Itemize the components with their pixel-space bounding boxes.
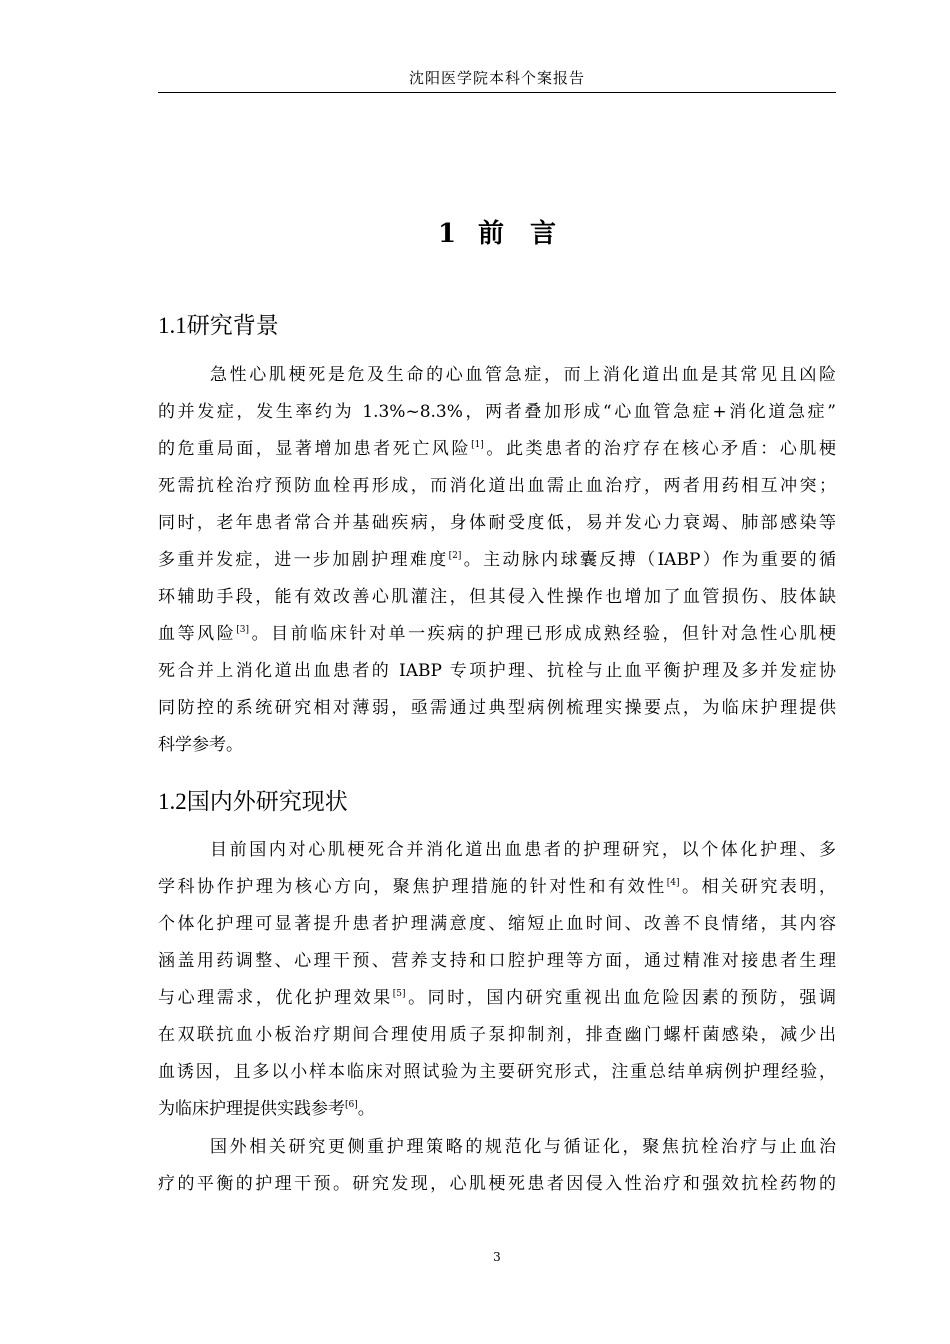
text-run: 血等风险 xyxy=(158,624,237,644)
paragraph-background xyxy=(158,357,836,764)
paragraph-line: 科学参考。 xyxy=(158,735,243,755)
citation-ref: [5] xyxy=(392,989,406,999)
paragraph-line: 的并发症，发生率约为 1.3%~8.3%，两者叠加形成“心血管急症+消化道急症” xyxy=(158,402,836,422)
text-run: 多重并发症，进一步加剧护理难度 xyxy=(158,550,449,570)
paragraph-domestic-status xyxy=(158,832,836,1128)
running-header: 沈阳医学院本科个案报告 xyxy=(408,69,585,87)
text-run: 。主动脉内球囊反搏（IABP）作为重要的循 xyxy=(461,550,836,570)
paragraph-line: 国外相关研究更侧重护理策略的规范化与循证化，聚焦抗栓治疗与止血治 xyxy=(210,1137,836,1157)
paragraph-line: 环辅助手段，能有效改善心肌灌注，但其侵入性操作也增加了血管损伤、肢体缺 xyxy=(158,587,836,607)
section-heading-1-2 xyxy=(158,783,348,816)
paragraph-line: 在双联抗血小板治疗期间合理使用质子泵抑制剂，排查幽门螺杆菌感染，减少出 xyxy=(158,1025,836,1045)
paragraph-line: 血诱因，且多以小样本临床对照试验为主要研究形式，注重总结单病例护理经验， xyxy=(158,1062,836,1082)
paragraph-line: 涵盖用药调整、心理干预、营养支持和口腔护理等方面，通过精准对接患者生理 xyxy=(158,951,836,971)
text-run: 与心理需求，优化护理效果 xyxy=(158,988,393,1008)
citation-ref: [1] xyxy=(471,440,484,450)
paragraph-line: 同防控的系统研究相对薄弱，亟需通过典型病例梳理实操要点，为临床护理提供 xyxy=(158,698,836,718)
paragraph-line: 疗的平衡的护理干预。研究发现，心肌梗死患者因侵入性治疗和强效抗栓药物的 xyxy=(158,1174,836,1194)
paragraph-line: 死合并上消化道出血患者的 IABP 专项护理、抗栓与止血平衡护理及多并发症协 xyxy=(158,661,836,681)
text-run: 为临床护理提供实践参考 xyxy=(158,1099,345,1119)
section-number: 1.2 xyxy=(158,789,187,814)
section-heading-1-1 xyxy=(158,307,279,340)
paragraph-line xyxy=(158,616,836,653)
citation-ref: [3] xyxy=(236,625,250,635)
citation-ref: [6] xyxy=(345,1100,358,1110)
text-run: 。目前临床针对单一疾病的护理已形成成熟经验，但针对急性心肌梗 xyxy=(249,624,836,644)
chapter-title: 前 言 xyxy=(478,219,557,249)
paragraph-line: 个体化护理可显著提升患者护理满意度、缩短止血时间、改善不良情绪，其内容 xyxy=(158,914,836,934)
chapter-number: 1 xyxy=(437,219,457,249)
citation-ref: [4] xyxy=(666,878,680,888)
paragraph-line xyxy=(158,1091,836,1128)
text-run: 。同时，国内研究重视出血危险因素的预防，强调 xyxy=(405,988,837,1008)
chapter-heading xyxy=(158,213,836,250)
paragraph-line: 死需抗栓治疗预防血栓再形成，而消化道出血需止血治疗，两者用药相互冲突； xyxy=(158,476,836,496)
text-run: 的危重局面，显著增加患者死亡风险 xyxy=(158,439,472,459)
paragraph-line xyxy=(158,542,836,579)
text-run: 学科协作护理为核心方向，聚焦护理措施的针对性和有效性 xyxy=(158,877,667,897)
paragraph-line xyxy=(158,869,836,906)
section-number: 1.1 xyxy=(158,313,187,338)
paragraph-line xyxy=(158,980,836,1017)
citation-ref: [2] xyxy=(448,551,462,561)
header-divider xyxy=(158,92,836,93)
paragraph-line xyxy=(158,431,836,468)
text-run: 。 xyxy=(357,1099,375,1119)
paragraph-foreign-status xyxy=(158,1129,836,1203)
paragraph-line: 同时，老年患者常合并基础疾病，身体耐受度低，易并发心力衰竭、肺部感染等 xyxy=(158,513,836,533)
page-number: 3 xyxy=(493,1250,501,1264)
paragraph-line: 急性心肌梗死是危及生命的心血管急症，而上消化道出血是其常见且凶险 xyxy=(210,365,836,385)
text-run: 。相关研究表明， xyxy=(679,877,837,897)
section-title: 国内外研究现状 xyxy=(186,789,348,815)
text-run: 。此类患者的治疗存在核心矛盾：心肌梗 xyxy=(483,439,837,459)
section-title: 研究背景 xyxy=(186,313,279,339)
paragraph-line: 目前国内对心肌梗死合并消化道出血患者的护理研究，以个体化护理、多 xyxy=(210,840,836,860)
